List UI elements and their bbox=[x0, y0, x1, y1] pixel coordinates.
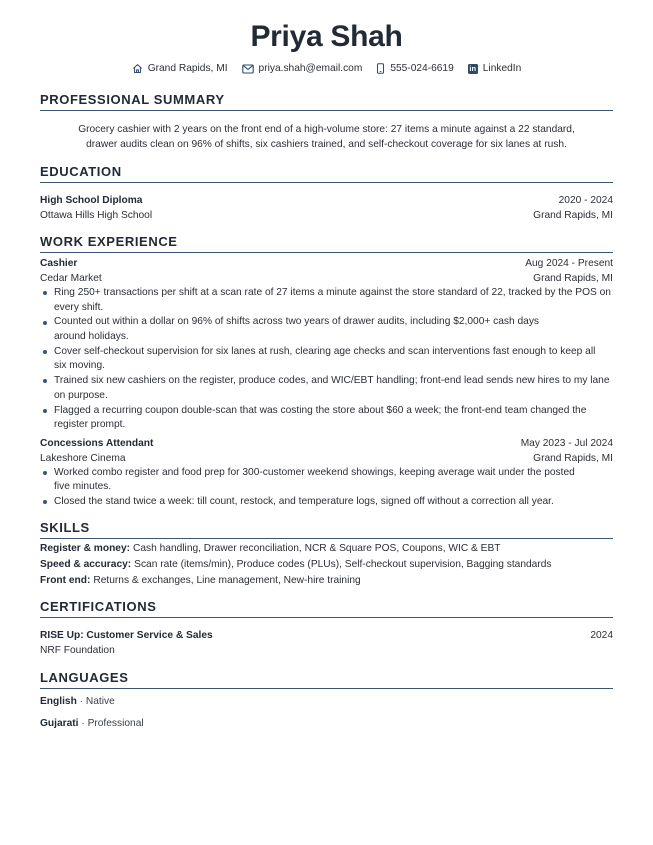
job-bullets bbox=[40, 466, 613, 510]
bullet-line: Cover self-checkout supervision for six lanes at rush, clearing age checks and scan interventions fast enough to keep all bbox=[54, 345, 596, 357]
skill-value: Returns & exchanges, Line management, New-hire training bbox=[93, 574, 361, 586]
contact-linkedin[interactable] bbox=[468, 63, 522, 74]
phone-icon bbox=[376, 63, 385, 74]
skill-row bbox=[40, 541, 613, 557]
certifications-section bbox=[40, 599, 613, 658]
contact-location bbox=[132, 63, 228, 74]
job-bullet bbox=[40, 374, 613, 403]
job-header-row bbox=[40, 256, 613, 271]
languages-section bbox=[40, 670, 613, 731]
skill-row bbox=[40, 557, 613, 573]
job-role: Concessions Attendant bbox=[40, 437, 154, 449]
education-section bbox=[40, 164, 613, 223]
job-header-row bbox=[40, 436, 613, 451]
email-text[interactable]: priya.shah@email.com bbox=[258, 63, 363, 74]
bullet-line: Counted out within a dollar on 96% of shifts across two years of drawer audits, including $2,000+ cash days bbox=[54, 316, 540, 328]
languages-title: LANGUAGES bbox=[40, 670, 613, 689]
contact-phone[interactable] bbox=[376, 63, 453, 74]
skill-value: Scan rate (items/min), Produce codes (PLUs), Self-checkout supervision, Bagging standards bbox=[134, 558, 552, 570]
summary-title: PROFESSIONAL SUMMARY bbox=[40, 92, 613, 111]
bullet-line: Flagged a recurring coupon double-scan that was costing the store about $60 a week; the front-end team changed the bbox=[54, 404, 587, 416]
phone-text[interactable]: 555-024-6619 bbox=[390, 63, 454, 74]
home-icon bbox=[132, 63, 143, 74]
summary-line: Grocery cashier with 2 years on the front end of a high-volume store: 27 items a minute against a 22 standard, bbox=[78, 124, 575, 135]
experience-section bbox=[40, 234, 613, 510]
language-row: English · Native bbox=[40, 695, 115, 707]
location-text: Grand Rapids, MI bbox=[147, 63, 228, 74]
summary-line: drawer audits clean on 96% of shifts, six cashiers trained, and self-checkout coverage for six lanes at rush. bbox=[86, 139, 567, 150]
school: Ottawa Hills High School bbox=[40, 210, 153, 221]
contact-email[interactable] bbox=[242, 63, 363, 74]
skill-row bbox=[40, 573, 613, 589]
job-dates: Aug 2024 - Present bbox=[525, 258, 613, 269]
job-role: Cashier bbox=[40, 258, 78, 269]
skill-label: Speed & accuracy: bbox=[40, 558, 132, 570]
job-bullet bbox=[40, 466, 613, 495]
contact-bar bbox=[40, 63, 613, 74]
job-company: Lakeshore Cinema bbox=[40, 452, 126, 464]
language-row: Gujarati · Professional bbox=[40, 717, 144, 729]
skills-section bbox=[40, 520, 613, 589]
bullet-line: on purpose. bbox=[54, 389, 108, 401]
certifications-title: CERTIFICATIONS bbox=[40, 599, 613, 618]
job-bullet bbox=[40, 495, 613, 510]
job-location: Grand Rapids, MI bbox=[533, 452, 613, 464]
certification-name: RISE Up: Customer Service & Sales bbox=[40, 629, 213, 641]
bullet-line: around holidays. bbox=[54, 330, 129, 342]
summary-text bbox=[40, 122, 613, 152]
job-bullet bbox=[40, 286, 613, 315]
job-bullet bbox=[40, 345, 613, 374]
language-level: Native bbox=[85, 695, 115, 707]
job-bullets bbox=[40, 286, 613, 433]
skill-label: Front end: bbox=[40, 574, 91, 586]
job-entry bbox=[40, 256, 613, 433]
certification-row bbox=[40, 628, 613, 643]
candidate-name: Priya Shah bbox=[250, 20, 403, 53]
bullet-line: Trained six new cashiers on the register, produce codes, and WIC/EBT handling; front-end lead sends new hires to my lane bbox=[54, 375, 610, 387]
bullet-line: five minutes. bbox=[54, 481, 112, 493]
language-name: English bbox=[40, 695, 77, 707]
linkedin-text[interactable]: LinkedIn bbox=[482, 63, 522, 74]
job-dates: May 2023 - Jul 2024 bbox=[520, 437, 613, 449]
language-level: Professional bbox=[87, 717, 144, 729]
skill-label: Register & money: bbox=[40, 542, 131, 554]
certification-issuer: NRF Foundation bbox=[40, 644, 115, 656]
bullet-line: Ring 250+ transactions per shift at a scan rate of 27 items a minute against the store standard of 22, tracked by the POS on bbox=[54, 287, 611, 298]
skill-value: Cash handling, Drawer reconciliation, NCR & Square POS, Coupons, WIC & EBT bbox=[133, 542, 501, 554]
education-location: Grand Rapids, MI bbox=[533, 210, 613, 221]
certification-year: 2024 bbox=[590, 629, 613, 641]
education-row bbox=[40, 193, 613, 208]
summary-section bbox=[40, 92, 613, 152]
education-row bbox=[40, 208, 613, 223]
skills-title: SKILLS bbox=[40, 520, 613, 539]
job-company-row bbox=[40, 451, 613, 466]
bullet-line: Worked combo register and food prep for 300-customer weekend showings, keeping average wait under the posted bbox=[54, 466, 575, 478]
job-bullet bbox=[40, 315, 613, 344]
education-dates: 2020 - 2024 bbox=[558, 195, 613, 206]
job-location: Grand Rapids, MI bbox=[533, 273, 613, 284]
job-company: Cedar Market bbox=[40, 273, 102, 284]
language-name: Gujarati bbox=[40, 717, 79, 729]
mail-icon bbox=[242, 64, 254, 74]
education-title: EDUCATION bbox=[40, 164, 613, 183]
job-bullet bbox=[40, 404, 613, 433]
degree: High School Diploma bbox=[40, 195, 143, 206]
bullet-line: six moving. bbox=[54, 360, 105, 372]
bullet-line: Closed the stand twice a week: till count, restock, and temperature logs, signed off without a correction all year. bbox=[54, 496, 554, 508]
experience-title: WORK EXPERIENCE bbox=[40, 234, 613, 253]
job-entry bbox=[40, 436, 613, 510]
bullet-line: register prompt. bbox=[54, 419, 126, 431]
bullet-line: every shift. bbox=[54, 301, 104, 313]
certification-issuer-row bbox=[40, 643, 613, 658]
job-company-row bbox=[40, 271, 613, 286]
linkedin-icon: in bbox=[469, 64, 477, 73]
